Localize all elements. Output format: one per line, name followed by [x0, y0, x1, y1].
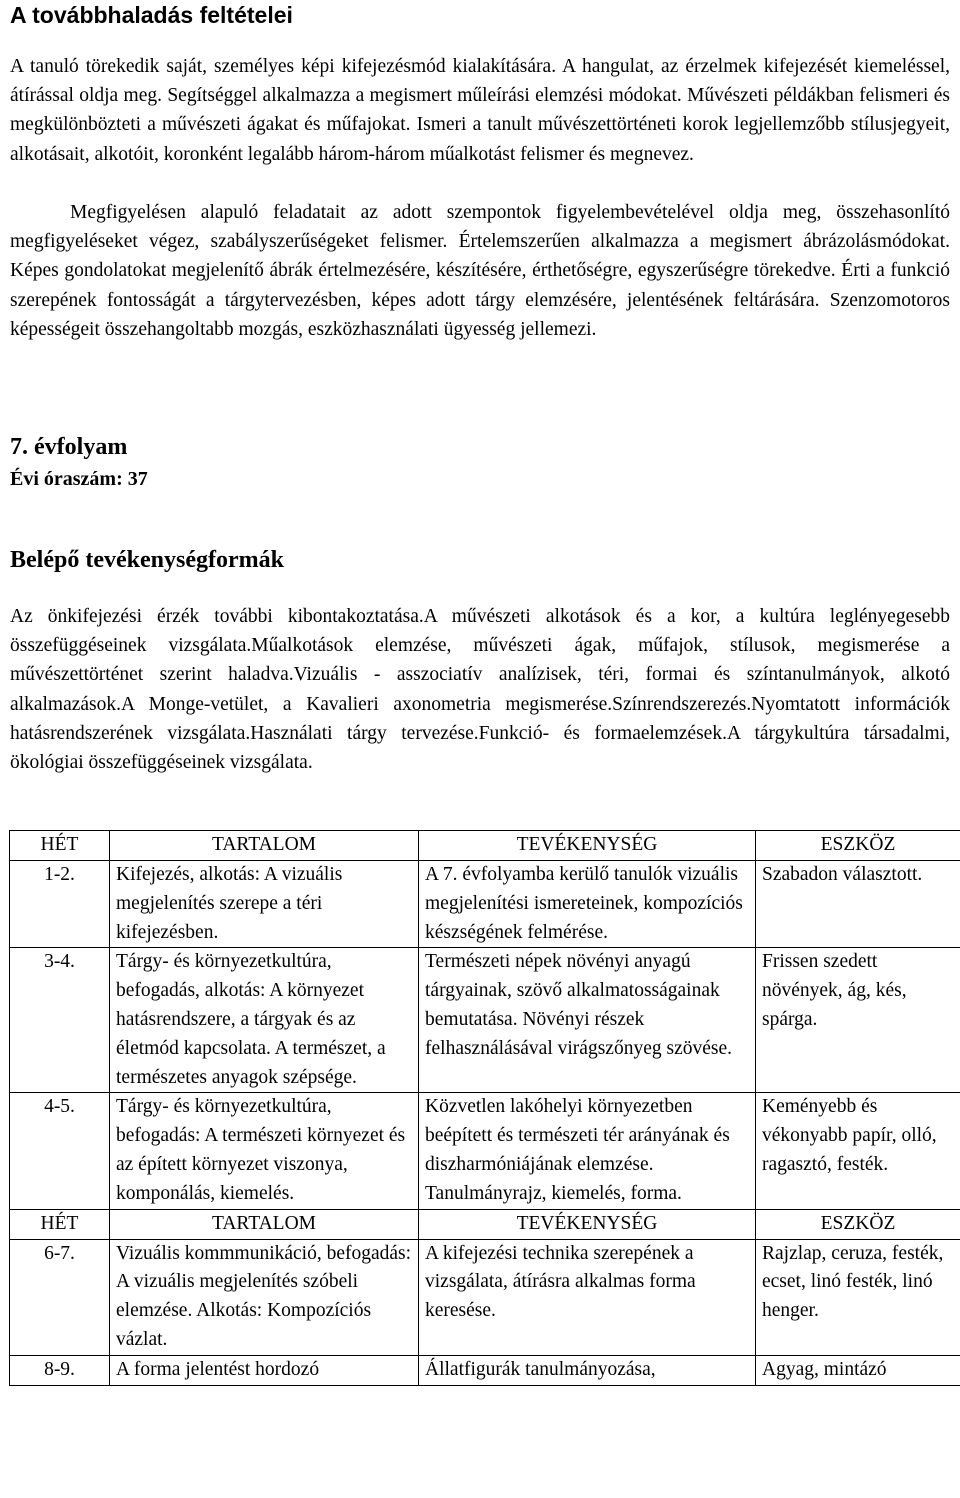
week-cell: 4-5.: [10, 1093, 110, 1209]
tools-cell: Agyag, mintázó: [756, 1355, 960, 1385]
table-row: [10, 1239, 960, 1355]
content-cell: A forma jelentést hordozó: [110, 1355, 419, 1385]
table-row: [10, 1093, 960, 1209]
table-header-row-repeat: [10, 1209, 960, 1239]
activity-cell: Természeti népek növényi anyagú tárgyainak, szövő alkalmatosságainak bemutatása. Növényi részek felhasználásával virágszőnyeg szövése.: [419, 948, 756, 1093]
header-content: TARTALOM: [110, 1209, 419, 1239]
tools-cell: Frissen szedett növények, ág, kés, spárga.: [756, 948, 960, 1093]
tools-cell: Szabadon választott.: [756, 861, 960, 948]
activity-cell: A 7. évfolyamba kerülő tanulók vizuális megjelenítési ismereteinek, kompozíciós készségének felmérése.: [419, 861, 756, 948]
content-cell: Tárgy- és környezetkultúra, befogadás, alkotás: A környezet hatásrendszere, a tárgyak és az életmód kapcsolata. A természet, a természetes anyagok szépsége.: [110, 948, 419, 1093]
section-heading: A továbbhaladás feltételei: [10, 2, 293, 28]
grade-heading: 7. évfolyam: [10, 434, 128, 460]
intro-paragraph-1: A tanuló törekedik saját, személyes képi kifejezésmód kialakítására. A hangulat, az érzelmek kifejezését kiemeléssel, átírással oldja meg. Segítséggel alkalmazza a megismert műleírási elemzési módokat. Művészeti példákban felismeri és megkülönbözteti a művészeti ágakat és műfajokat. Ismeri a tanult művészettörténeti korok legjellemzőbb stílusjegyeit, alkotásait, alkotóit, koronként legalább három-három műalkotást felismer és megnevez.: [10, 56, 950, 165]
activity-cell: Közvetlen lakóhelyi környezetben beépített és természeti tér arányának és diszharmóniájának elemzése. Tanulmányrajz, kiemelés, forma.: [419, 1093, 756, 1209]
week-cell: 8-9.: [10, 1355, 110, 1385]
intro-paragraph-2: Megfigyelésen alapuló feladatait az adott szempontok figyelembevételével oldja meg, összehasonlító megfigyeléseket végez, szabályszerűségeket felismer. Értelemszerűen alkalmazza a megismert ábrázolásmódokat. Képes gondolatokat megjelenítő ábrák értelmezésére, készítésére, érthetőségre, egyszerűségre törekedve. Érti a funkció szerepének fontosságát a tárgytervezésben, képes adott tárgy elemzésére, jelentésének feltárására. Szenzomotoros képességeit összehangoltabb mozgás, eszközhasználati ügyesség jellemezi.: [10, 202, 950, 340]
content-cell: Vizuális kommmunikáció, befogadás: A vizuális megjelenítés szóbeli elemzése. Alkotás: Kompozíciós vázlat.: [110, 1239, 419, 1355]
curriculum-table: [9, 830, 960, 1386]
header-week: HÉT: [10, 831, 110, 861]
annual-hours: Évi óraszám: 37: [10, 468, 148, 490]
header-content: TARTALOM: [110, 831, 419, 861]
content-cell: Tárgy- és környezetkultúra, befogadás: A természeti környezet és az épített környezet viszonya, komponálás, kiemelés.: [110, 1093, 419, 1209]
week-cell: 3-4.: [10, 948, 110, 1093]
tools-cell: Rajzlap, ceruza, festék, ecset, linó festék, linó henger.: [756, 1239, 960, 1355]
entry-activities-heading: Belépő tevékenységformák: [10, 547, 284, 573]
week-cell: 1-2.: [10, 861, 110, 948]
table-row: [10, 1355, 960, 1385]
entry-activities-text: Az önkifejezési érzék további kibontakoztatása.A művészeti alkotások és a kor, a kultúra leglényegesebb összefüggéseinek vizsgálata.Műalkotások elemzése, művészeti ágak, műfajok, stílusok, megismerése a művészettörténet szerint haladva.Vizuális - asszociatív analízisek, téri, formai és színtanulmányok, alkotó alkalmazások.A Monge-vetület, a Kavalieri axonometria megismerése.Színrendszerezés.Nyomtatott információk hatásrendszerének vizsgálata.Használati tárgy tervezése.Funkció- és formaelemzések.A tárgykultúra társadalmi, ökológiai összefüggéseinek vizsgálata.: [10, 606, 950, 774]
activity-cell: A kifejezési technika szerepének a vizsgálata, átírásra alkalmas forma keresése.: [419, 1239, 756, 1355]
week-cell: 6-7.: [10, 1239, 110, 1355]
header-tools: ESZKÖZ: [756, 1209, 960, 1239]
table-header-row: [10, 831, 960, 861]
header-activity: TEVÉKENYSÉG: [419, 831, 756, 861]
content-cell: Kifejezés, alkotás: A vizuális megjelenítés szerepe a téri kifejezésben.: [110, 861, 419, 948]
header-tools: ESZKÖZ: [756, 831, 960, 861]
tools-cell: Keményebb és vékonyabb papír, olló, ragasztó, festék.: [756, 1093, 960, 1209]
table-row: [10, 861, 960, 948]
table-row: [10, 948, 960, 1093]
header-activity: TEVÉKENYSÉG: [419, 1209, 756, 1239]
activity-cell: Állatfigurák tanulmányozása,: [419, 1355, 756, 1385]
header-week: HÉT: [10, 1209, 110, 1239]
